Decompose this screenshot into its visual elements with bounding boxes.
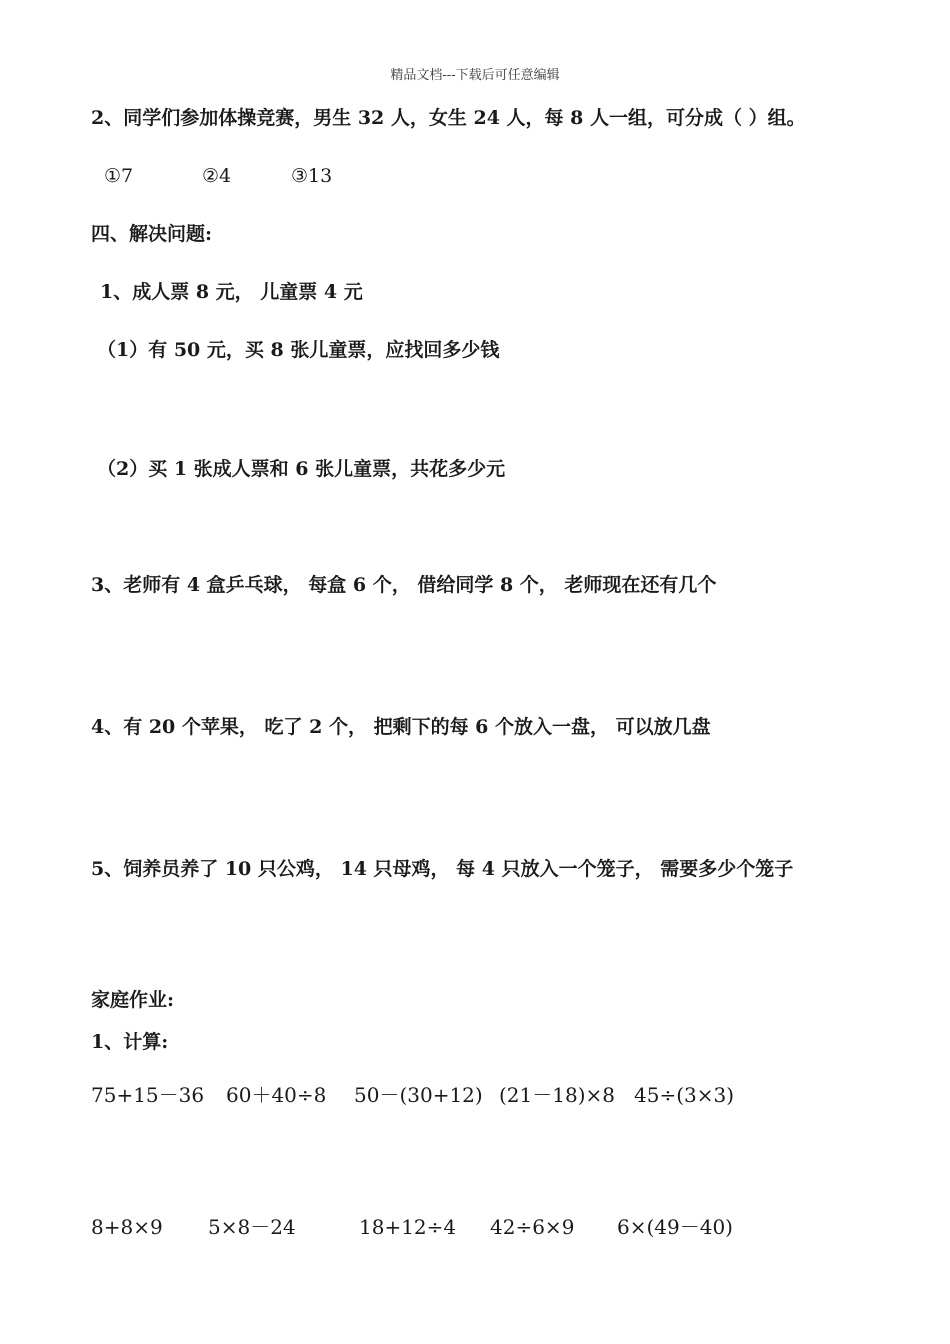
- calc-row1-2: 60＋40÷8: [226, 1083, 327, 1107]
- calc-row2-1: 8+8×9: [91, 1215, 163, 1239]
- problem-1-sub-2: （2）买 1 张成人票和 6 张儿童票，共花多少元: [97, 458, 506, 480]
- question-2: 2、同学们参加体操竞赛，男生 32 人，女生 24 人，每 8 人一组，可分成（ ）组。: [91, 107, 806, 129]
- calc-row1-3: 50－(30+12): [354, 1083, 483, 1107]
- calc-row1-4: (21－18)×8: [499, 1083, 615, 1107]
- calc-row2-3: 18+12÷4: [359, 1215, 457, 1239]
- homework-1-title: 1、计算:: [91, 1031, 169, 1053]
- problem-1-sub-1: （1）有 50 元，买 8 张儿童票，应找回多少钱: [97, 339, 500, 361]
- calc-row2-5: 6×(49－40): [617, 1215, 733, 1239]
- option-3: ③13: [291, 165, 333, 187]
- calc-row1-1: 75+15－36: [91, 1083, 205, 1107]
- option-1: ①7: [104, 165, 134, 187]
- problem-1: 1、成人票 8 元， 儿童票 4 元: [100, 281, 363, 303]
- page-header: 精品文档---下载后可任意编辑: [390, 68, 560, 83]
- calc-row2-2: 5×8－24: [208, 1215, 296, 1239]
- calc-row1-5: 45÷(3×3): [634, 1083, 735, 1107]
- calc-row2-4: 42÷6×9: [490, 1215, 575, 1239]
- problem-3: 3、老师有 4 盒乒乓球， 每盒 6 个， 借给同学 8 个， 老师现在还有几个: [91, 574, 717, 596]
- option-2: ②4: [202, 165, 232, 187]
- problem-5: 5、饲养员养了 10 只公鸡， 14 只母鸡， 每 4 只放入一个笼子， 需要多少个笼子: [91, 858, 794, 880]
- problem-4: 4、有 20 个苹果， 吃了 2 个， 把剩下的每 6 个放入一盘， 可以放几盘: [91, 716, 711, 738]
- homework-title: 家庭作业:: [91, 989, 175, 1011]
- section-4-title: 四、解决问题:: [91, 223, 213, 245]
